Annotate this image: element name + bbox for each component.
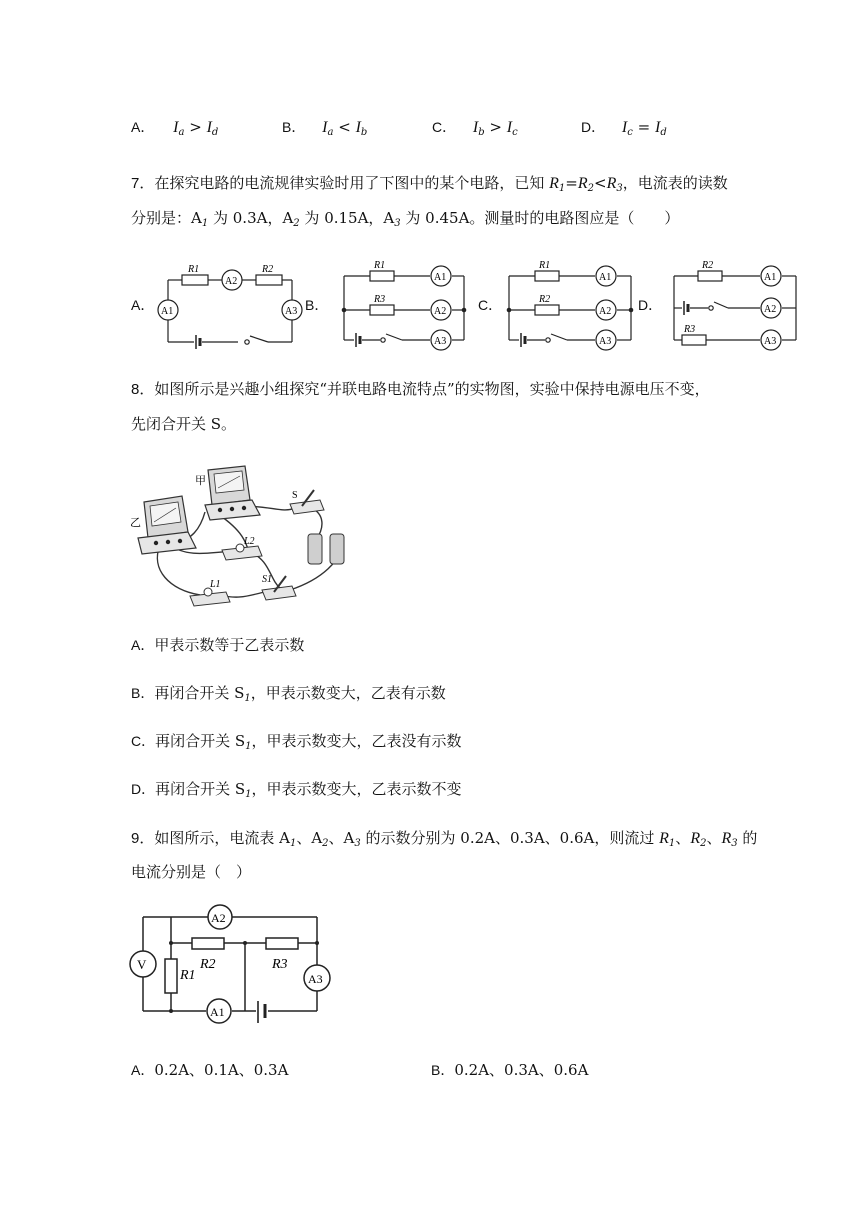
label-l2: L2 (244, 536, 255, 547)
label-r2: R2 (262, 264, 274, 275)
q7-option-b-label[interactable]: B． (305, 297, 329, 313)
q8-stem-line2: 先闭合开关 S。 (131, 415, 237, 433)
label-r1: R1 (374, 260, 386, 271)
label-s1: S1 (262, 574, 272, 585)
meter-jia (205, 466, 260, 520)
q7-circuit-a[interactable] (150, 260, 310, 350)
ammeter-a3: A3 (308, 972, 323, 986)
ammeter-a1: A1 (599, 272, 612, 283)
q7-circuit-d[interactable] (660, 258, 810, 350)
lamp-l1 (190, 588, 230, 606)
q8-option-c[interactable]: C．再闭合开关 $S_1$，甲表示数变大，乙表没有示数 (131, 732, 462, 752)
battery-pack (308, 534, 344, 564)
label-r1: R1 (188, 264, 200, 275)
ammeter-a2: A2 (225, 276, 238, 287)
q9-circuit[interactable] (126, 905, 338, 1030)
option-label: A． (131, 119, 155, 135)
label-r1: R1 (539, 260, 551, 271)
ammeter-a2: A2 (434, 306, 447, 317)
option-label: D． (581, 119, 606, 135)
q6-option-d[interactable]: D． $I_c = I_d$ (581, 118, 667, 138)
question-number: 8 (131, 381, 140, 398)
label-r1: R1 (180, 968, 196, 983)
ammeter-a3: A3 (434, 336, 447, 347)
voltmeter-v: V (137, 957, 147, 972)
ammeter-a2: A2 (764, 304, 777, 315)
q6-option-b[interactable]: B． $I_a < I_b$ (282, 118, 368, 138)
q8-apparatus-photo (130, 460, 360, 608)
q7-stem-line2: 分别是：$A_1$ 为 0.3A，$A_2$ 为 0.15A，$A_3$ 为 0.45A。测量时的电路图应是（ ） (131, 209, 680, 229)
question-number: 9 (131, 830, 140, 847)
ammeter-a1: A1 (434, 272, 447, 283)
q9-option-b[interactable]: B．0.2A、0.3A、0.6A (431, 1061, 589, 1079)
label-r2: R2 (539, 294, 551, 305)
q8-option-b[interactable]: B．再闭合开关 $S_1$，甲表示数变大，乙表有示数 (131, 684, 446, 704)
ammeter-a2: A2 (599, 306, 612, 317)
q7-circuit-c[interactable] (495, 258, 645, 350)
ammeter-a2: A2 (211, 911, 226, 925)
label-r3: R3 (684, 324, 696, 335)
q6-option-a[interactable]: A． $I_a > I_d$ (131, 118, 219, 138)
label-r2: R2 (200, 957, 216, 972)
lamp-l2 (222, 544, 262, 560)
q6-option-c[interactable]: C． $I_b > I_c$ (432, 118, 518, 138)
option-label: B． (282, 119, 306, 135)
ammeter-a1: A1 (161, 306, 174, 317)
q7-circuit-b[interactable] (330, 258, 480, 350)
q8-option-a[interactable]: A．甲表示数等于乙表示数 (131, 636, 305, 654)
q8-option-d[interactable]: D．再闭合开关 $S_1$，甲表示数变大，乙表示数不变 (131, 780, 462, 800)
label-l1: L1 (210, 579, 221, 590)
q7-option-a-label[interactable]: A． (131, 297, 155, 313)
ammeter-a1: A1 (764, 272, 777, 283)
label-r3: R3 (272, 957, 288, 972)
q7-option-c-label[interactable]: C． (478, 297, 503, 313)
ammeter-a3: A3 (285, 306, 298, 317)
q9-stem-line1: 9．如图所示，电流表 $A_1$、$A_2$、$A_3$ 的示数分别为 0.2A、0.3A、0.6A，则流过 $R_1$、$R_2$、$R_3$ 的 (131, 829, 758, 849)
label-s: S (292, 490, 298, 501)
ammeter-a1: A1 (210, 1005, 225, 1019)
meter-yi (138, 496, 196, 554)
label-r3: R3 (374, 294, 386, 305)
ammeter-a3: A3 (764, 336, 777, 347)
q7-stem-line1: 7．在探究电路的电流规律实验时用了下图中的某个电路，已知 $R_1=R_2<R_3$，电流表的读数 (131, 174, 728, 194)
q7-option-d-label[interactable]: D． (638, 297, 663, 313)
q8-stem-line1: 8．如图所示是兴趣小组探究“并联电路电流特点”的实物图，实验中保持电源电压不变， (131, 380, 710, 398)
label-yi: 乙 (130, 517, 141, 529)
option-label: C． (432, 119, 457, 135)
label-r2: R2 (702, 260, 714, 271)
question-number: 7 (131, 175, 140, 192)
q9-option-a[interactable]: A．0.2A、0.1A、0.3A (131, 1061, 289, 1079)
label-jia: 甲 (195, 475, 206, 487)
ammeter-a3: A3 (599, 336, 612, 347)
q9-stem-line2: 电流分别是（ ） (131, 863, 252, 881)
